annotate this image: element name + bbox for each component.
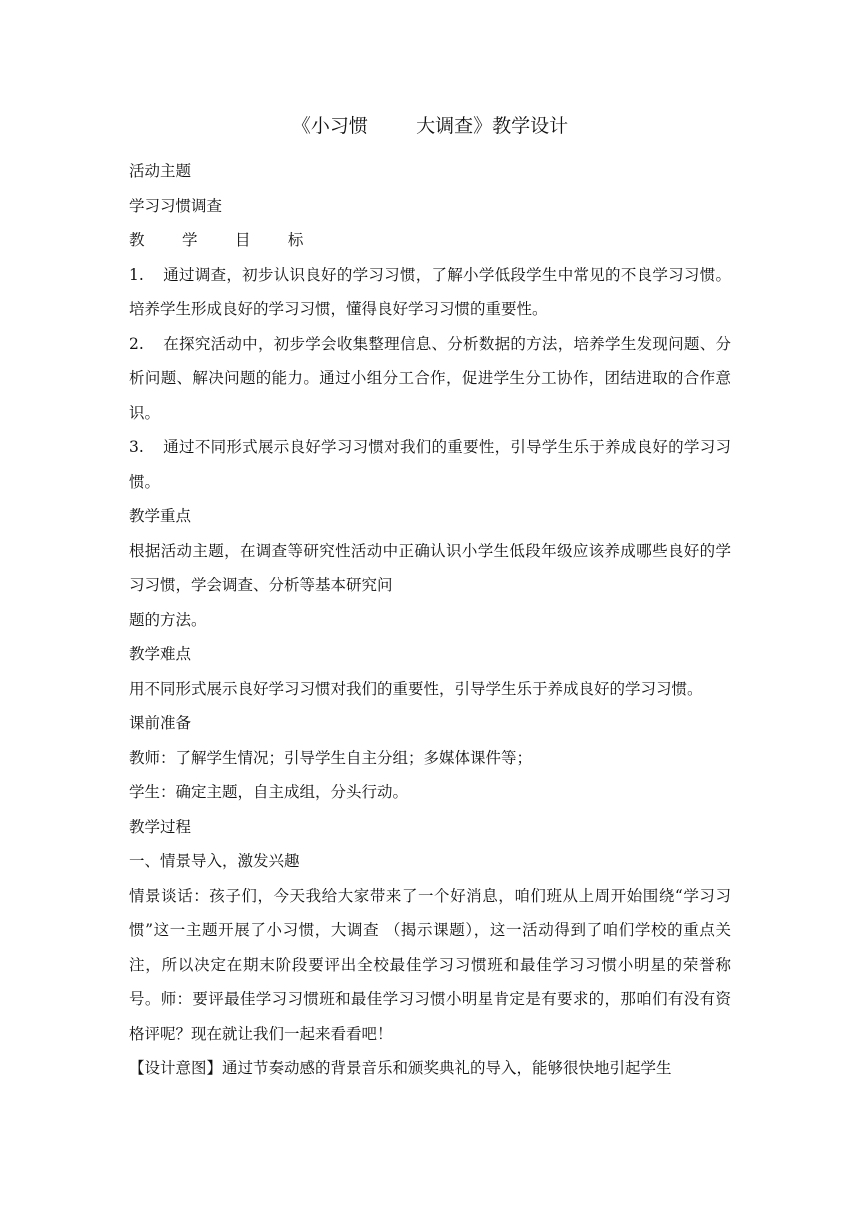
- objective-number: 2.: [129, 334, 144, 353]
- objective-text: 通过调查，初步认识良好的学习习惯，了解小学低段学生中常见的不良学习习惯。培养学生形成良好的学习习惯，懂得良好学习习惯的重要性。: [129, 265, 731, 318]
- process-heading: 教学过程: [129, 817, 192, 836]
- design-intent: 【设计意图】通过节奏动感的背景音乐和颁奖典礼的导入，能够很快地引起学生: [129, 1059, 672, 1077]
- objective-text: 在探究活动中，初步学会收集整理信息、分析数据的方法，培养学生发现问题、分析问题、解决问题的能力。通过小组分工合作，促进学生分工协作，团结进取的合作意识。: [129, 334, 731, 422]
- objectives-heading: 教 学 目 标: [129, 231, 320, 249]
- preparation-heading: 课前准备: [129, 714, 192, 732]
- objective-text: 通过不同形式展示良好学习习惯对我们的重要性，引导学生乐于养成良好的学习习惯。: [129, 438, 731, 491]
- preparation-student: 学生：确定主题，自主成组，分头行动。: [129, 783, 409, 801]
- preparation-teacher: 教师：了解学生情况；引导学生自主分组；多媒体课件等；: [129, 748, 533, 767]
- objective-number: 3.: [129, 438, 144, 456]
- difficulty-text: 用不同形式展示良好学习习惯对我们的重要性，引导学生乐于养成良好的学习习惯。: [129, 679, 703, 698]
- key-points-text-continued: 题的方法。: [129, 610, 207, 629]
- objective-item: [129, 327, 731, 431]
- key-points-text: 根据活动主题，在调查等研究性活动中正确认识小学生低段年级应该养成哪些良好的学习习惯，学会调查、分析等基本研究问: [129, 541, 731, 594]
- activity-theme: 学习习惯调查: [129, 196, 223, 215]
- objective-item: [129, 430, 731, 499]
- objective-number: 1.: [129, 265, 144, 284]
- activity-theme-heading: 活动主题: [129, 162, 192, 180]
- document-body: [129, 154, 731, 1086]
- objective-item: [129, 258, 731, 327]
- section1-heading: 一、情景导入，激发兴趣: [129, 852, 300, 870]
- difficulty-heading: 教学难点: [129, 645, 192, 663]
- section1-text: 情景谈话：孩子们，今天我给大家带来了一个好消息，咱们班从上周开始围绕“学习习惯”这一主题开展了小习惯，大调查 （揭示课题），这一活动得到了咱们学校的重点关注，所以决定在期末阶段要评出全校最佳学习习惯班和最佳学习习惯小明星的荣誉称号。师：要评最佳学习习惯班和最佳学习习惯小明星肯定是有要求的，那咱们有没有资格评呢？现在就让我们一起来看看吧！: [129, 886, 731, 1043]
- key-points-heading: 教学重点: [129, 507, 192, 525]
- document-title: 《小习惯 大调查》教学设计: [291, 115, 569, 137]
